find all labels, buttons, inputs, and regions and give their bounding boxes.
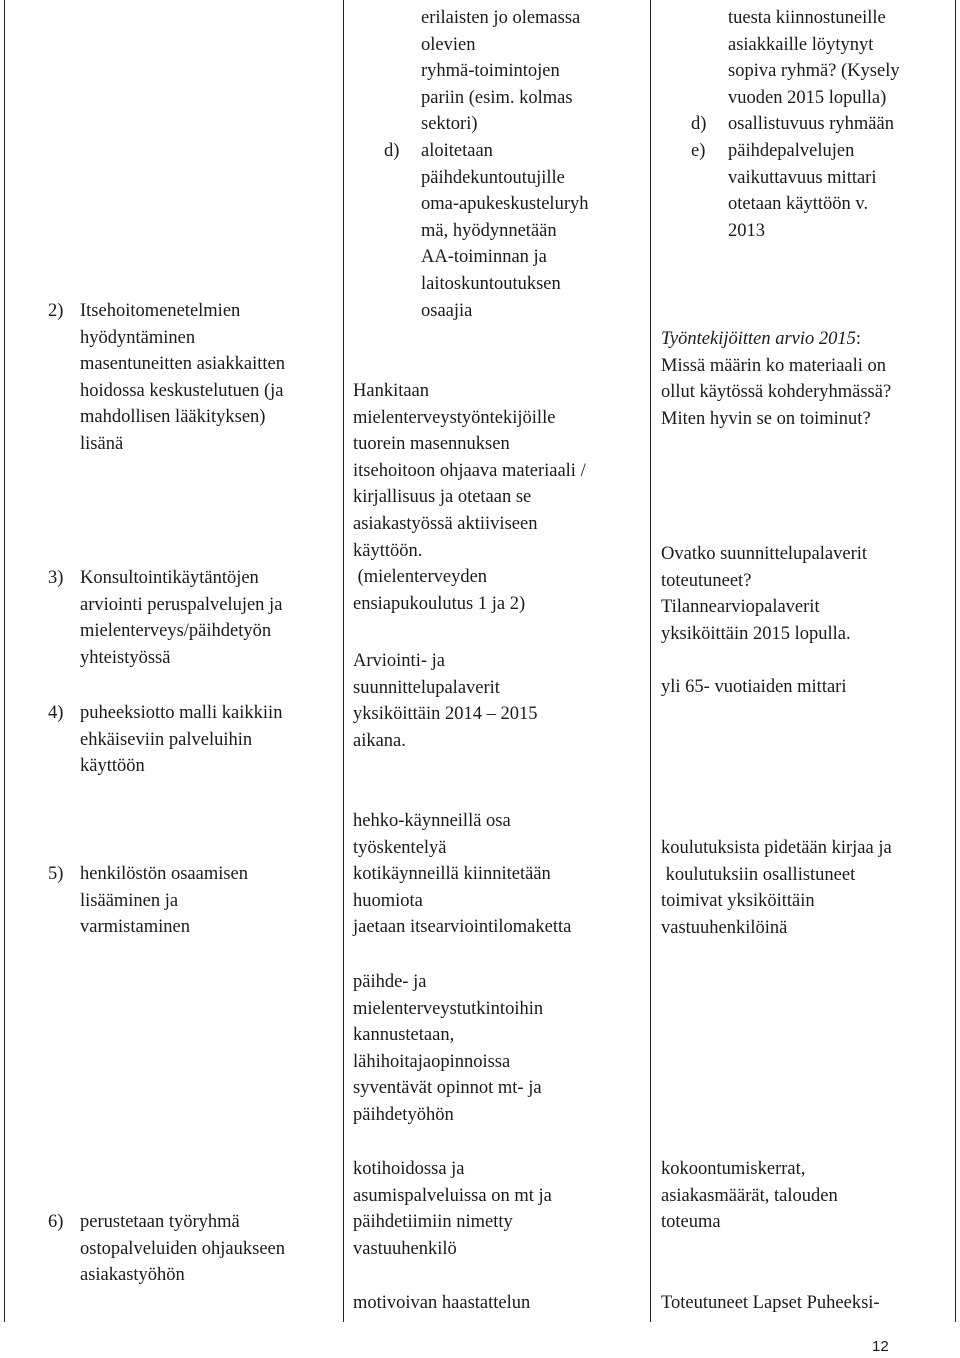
text-line: mielenterveystyöntekijöille xyxy=(353,407,556,428)
text-line: Miten hyvin se on toiminut? xyxy=(661,408,871,429)
text-line: yksiköittäin 2015 lopulla. xyxy=(661,623,851,644)
text-line: hyödyntäminen xyxy=(80,327,196,348)
text-line: vastuuhenkilö xyxy=(353,1238,457,1259)
item-number: 6) xyxy=(48,1212,64,1232)
text-line: perustetaan työryhmä xyxy=(80,1212,240,1232)
text-line: masentuneitten asiakkaitten xyxy=(80,354,285,375)
text-line: Hankitaan xyxy=(353,381,430,401)
text-line: jaetaan itsearviointilomaketta xyxy=(353,917,572,938)
text-line: AA-toiminnan ja xyxy=(421,247,547,268)
text-line: ollut käytössä kohderyhmässä? xyxy=(661,382,892,403)
text-line: asiakastyössä aktiiviseen xyxy=(353,513,538,534)
col2-item-d xyxy=(384,138,589,324)
text-line: huomiota xyxy=(353,890,423,911)
text-line: toteuma xyxy=(661,1212,721,1233)
text-line: aloitetaan xyxy=(421,141,493,161)
table-border-col2 xyxy=(343,0,344,1322)
item-number: 3) xyxy=(48,568,64,588)
text-line: kotihoidossa ja xyxy=(353,1159,465,1179)
text-line: varmistaminen xyxy=(80,917,190,938)
arvio-heading xyxy=(661,326,891,353)
text-line: sopiva ryhmä? (Kysely xyxy=(728,61,900,82)
col3-row3-text xyxy=(661,1156,838,1236)
text-line: otetaan käyttöön v. xyxy=(728,194,869,215)
text-line: työskentelyä xyxy=(353,837,447,858)
text-line: päihdekuntoutujille xyxy=(421,167,565,188)
col1-item-4 xyxy=(48,700,282,780)
text-line: päihde- ja xyxy=(353,972,427,992)
col1-item-6 xyxy=(48,1209,285,1289)
text-line: pariin (esim. kolmas xyxy=(421,87,573,108)
text-line: tuorein masennuksen xyxy=(353,434,510,455)
text-line: aikana. xyxy=(353,730,406,751)
col2-row2b-text xyxy=(353,969,543,1129)
col2-row3b-text xyxy=(353,1290,530,1317)
item-number: 5) xyxy=(48,864,64,884)
text-line: oma-apukeskusteluryh xyxy=(421,194,589,215)
text-line: mielenterveys/päihdetyön xyxy=(80,621,272,642)
text-line: henkilöstön osaamisen xyxy=(80,864,249,884)
col1-item-2 xyxy=(48,298,285,458)
item-number: d) xyxy=(691,114,707,134)
col2-hankitaan-text xyxy=(353,378,586,617)
arvio-colon: : xyxy=(855,329,862,349)
col3-yli-text xyxy=(661,674,846,701)
item-number: 2) xyxy=(48,301,64,321)
col1-item-3 xyxy=(48,565,282,671)
text-line: toimivat yksiköittäin xyxy=(661,891,815,912)
text-line: asiakkaille löytynyt xyxy=(728,34,874,55)
col2-row2-text xyxy=(353,808,571,941)
text-line: mä, hyödynnetään xyxy=(421,220,557,241)
col3-item-e xyxy=(691,138,877,244)
text-line: laitoskuntoutuksen xyxy=(421,273,561,294)
text-line: lisänä xyxy=(80,433,124,454)
text-line: asiakasmäärät, talouden xyxy=(661,1185,838,1206)
text-line: mahdollisen lääkityksen) xyxy=(80,407,266,428)
text-line: ensiapukoulutus 1 ja 2) xyxy=(353,593,526,614)
col2-arviointi-text xyxy=(353,648,538,754)
text-line: vaikuttavuus mittari xyxy=(728,167,877,188)
text-line: Missä määrin ko materiaali on xyxy=(661,355,887,376)
col3-item-d xyxy=(691,111,894,138)
text-line: hoidossa keskustelutuen (ja xyxy=(80,380,284,401)
text-line: (mielenterveyden xyxy=(353,567,488,588)
col2-row3-text xyxy=(353,1156,552,1262)
text-line: Ovatko suunnittelupalaverit xyxy=(661,544,868,564)
text-line: mielenterveystutkintoihin xyxy=(353,998,544,1019)
text-line: Toteutuneet Lapset Puheeksi- xyxy=(661,1293,880,1313)
col3-ovatko-text xyxy=(661,541,867,647)
table-border-col3 xyxy=(650,0,651,1322)
text-line: toteutuneet? xyxy=(661,570,752,591)
text-line: päihdepalvelujen xyxy=(728,141,855,161)
text-line: koulutuksiin osallistuneet xyxy=(661,864,856,885)
text-line: päihdetiimiin nimetty xyxy=(353,1212,513,1233)
text-line: tuesta kiinnostuneille xyxy=(728,8,886,28)
text-line: suunnittelupalaverit xyxy=(353,677,500,698)
text-line: asiakastyöhön xyxy=(80,1265,185,1286)
text-line: olevien xyxy=(421,34,476,55)
text-line: Itsehoitomenetelmien xyxy=(80,301,241,321)
text-line: kokoontumiskerrat, xyxy=(661,1159,806,1179)
item-number: e) xyxy=(691,141,706,161)
arvio-label: Työntekijöitten arvio 2015 xyxy=(661,329,856,349)
text-line: käyttöön. xyxy=(353,540,423,561)
text-line: lähihoitajaopinnoissa xyxy=(353,1051,511,1072)
text-line: yli 65- vuotiaiden mittari xyxy=(661,677,847,697)
text-line: kotikäynneillä kiinnitetään xyxy=(353,864,551,885)
text-line: erilaisten jo olemassa xyxy=(421,8,581,28)
text-line: motivoivan haastattelun xyxy=(353,1293,531,1313)
col3-row3b-text xyxy=(661,1290,880,1317)
table-border-left xyxy=(4,0,5,1322)
text-line: päihdetyöhön xyxy=(353,1104,454,1125)
text-line: Arviointi- ja xyxy=(353,651,445,671)
text-line: kannustetaan, xyxy=(353,1025,455,1046)
text-line: lisääminen ja xyxy=(80,890,179,911)
col1-item-5 xyxy=(48,861,248,941)
text-line: käyttöön xyxy=(80,756,145,777)
text-line: ehkäiseviin palveluihin xyxy=(80,729,253,750)
item-number: 4) xyxy=(48,703,64,723)
col2-top-text xyxy=(421,5,580,138)
text-line: sektori) xyxy=(421,114,478,135)
text-line: Tilannearviopalaverit xyxy=(661,597,820,618)
text-line: kirjallisuus ja otetaan se xyxy=(353,487,532,508)
col3-row2-text xyxy=(661,835,892,941)
text-line: hehko-käynneillä osa xyxy=(353,811,511,831)
text-line: Konsultointikäytäntöjen xyxy=(80,568,259,588)
text-line: koulutuksista pidetään kirjaa ja xyxy=(661,838,892,858)
text-line: yhteistyössä xyxy=(80,647,171,668)
text-line: itsehoitoon ohjaava materiaali / xyxy=(353,460,586,481)
text-line: syventävät opinnot mt- ja xyxy=(353,1078,542,1099)
text-line: ryhmä-toimintojen xyxy=(421,61,560,82)
table-border-right xyxy=(955,0,956,1322)
text-line: 2013 xyxy=(728,220,765,241)
text-line: osallistuvuus ryhmään xyxy=(728,114,894,134)
col3-top-text xyxy=(728,5,900,111)
text-line: osaajia xyxy=(421,300,473,321)
text-line: puheeksiotto malli kaikkiin xyxy=(80,703,283,723)
text-line: vuoden 2015 lopulla) xyxy=(728,87,887,108)
text-line: asumispalveluissa on mt ja xyxy=(353,1185,552,1206)
item-number: d) xyxy=(384,141,400,161)
text-line: yksiköittäin 2014 – 2015 xyxy=(353,704,538,725)
col3-arvio-text xyxy=(661,326,891,432)
text-line: arviointi peruspalvelujen ja xyxy=(80,594,283,615)
text-line: ostopalveluiden ohjaukseen xyxy=(80,1238,285,1259)
page-number: 12 xyxy=(872,1338,889,1355)
text-line: vastuuhenkilöinä xyxy=(661,917,788,938)
